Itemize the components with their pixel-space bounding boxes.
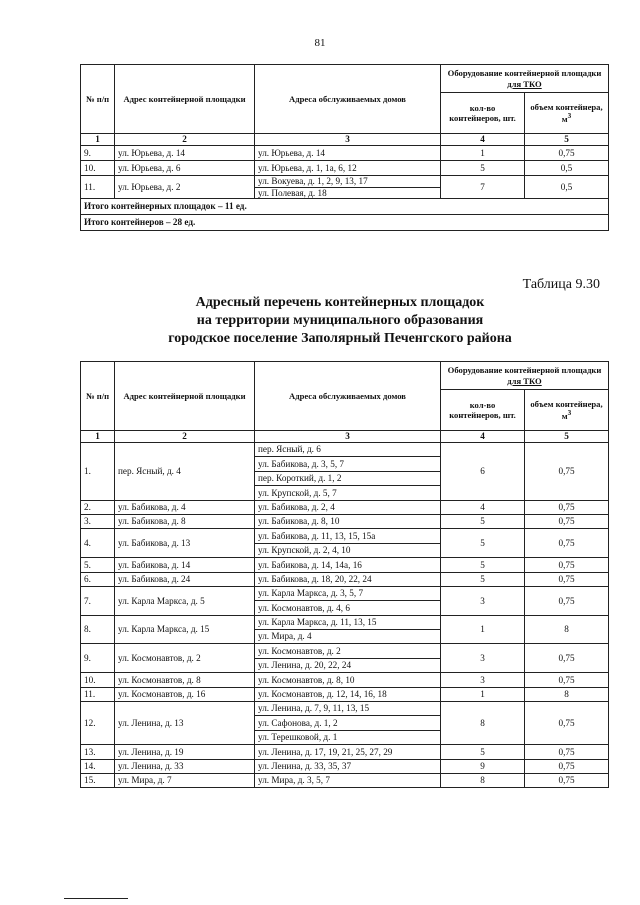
table-row <box>81 176 609 188</box>
container-count: 4 <box>441 500 525 514</box>
table-row <box>81 146 609 161</box>
container-volume: 8 <box>525 615 609 644</box>
served-address: ул. Бабикова, д. 14, 14а, 16 <box>255 558 441 572</box>
header-site-address: Адрес контейнерной площадки <box>115 362 255 431</box>
container-count: 1 <box>441 687 525 701</box>
container-count: 3 <box>441 586 525 615</box>
row-number: 5. <box>81 558 115 572</box>
site-address: ул. Юрьева, д. 2 <box>115 176 255 199</box>
title-line: на территории муниципального образования <box>196 313 484 328</box>
served-address: ул. Ленина, д. 17, 19, 21, 25, 27, 29 <box>255 745 441 759</box>
title-line: Адресный перечень контейнерных площадок <box>195 295 485 310</box>
site-address: ул. Бабикова, д. 4 <box>115 500 255 514</box>
container-volume: 8 <box>525 687 609 701</box>
row-number: 9. <box>81 146 115 161</box>
served-address: ул. Терешковой, д. 1 <box>255 730 441 744</box>
header-equipment <box>441 65 609 93</box>
table-row <box>81 687 609 701</box>
table-row <box>81 673 609 687</box>
footnote-divider <box>64 898 128 899</box>
table-row <box>81 745 609 759</box>
container-count: 6 <box>441 443 525 501</box>
column-index-row <box>81 134 609 146</box>
column-index: 5 <box>525 134 609 146</box>
served-address: ул. Крупской, д. 5, 7 <box>255 486 441 500</box>
header-volume-label: объем контейнера, м <box>530 398 603 421</box>
header-equipment-label: Оборудование контейнерной площадки <box>447 68 602 79</box>
table-row <box>81 702 609 716</box>
table-row <box>81 558 609 572</box>
container-volume: 0,75 <box>525 514 609 528</box>
title-line: городское поселение Заполярный Печенгского района <box>168 331 512 346</box>
column-index: 1 <box>81 134 115 146</box>
container-volume: 0,75 <box>525 745 609 759</box>
container-count: 8 <box>441 702 525 745</box>
total-sites: Итого контейнерных площадок – 11 ед. <box>81 199 609 215</box>
table-row <box>81 615 609 629</box>
page-number: 81 <box>314 37 326 49</box>
container-volume: 0,75 <box>525 572 609 586</box>
header-volume-sup: 3 <box>567 409 572 418</box>
row-number: 11. <box>81 176 115 199</box>
table-header <box>81 65 609 146</box>
container-count: 8 <box>441 773 525 787</box>
header-count: кол-во контейнеров, шт. <box>441 390 525 431</box>
table-label: Таблица 9.30 <box>522 277 600 292</box>
header-volume-sup: 3 <box>567 112 572 121</box>
row-number: 3. <box>81 514 115 528</box>
table-row <box>81 773 609 787</box>
row-number: 8. <box>81 615 115 644</box>
column-index: 3 <box>255 431 441 443</box>
site-address: ул. Бабикова, д. 8 <box>115 514 255 528</box>
served-address: ул. Вокуева, д. 1, 2, 9, 13, 17 <box>255 176 441 188</box>
table-row <box>81 572 609 586</box>
served-address: ул. Бабикова, д. 11, 13, 15, 15а <box>255 529 441 543</box>
served-address: ул. Мира, д. 3, 5, 7 <box>255 773 441 787</box>
container-volume: 0,75 <box>525 773 609 787</box>
header-equipment-label: Оборудование контейнерной площадки <box>447 365 602 376</box>
total-containers-row <box>81 215 609 231</box>
table-body <box>81 443 609 788</box>
container-volume: 0,75 <box>525 586 609 615</box>
header-served-addresses: Адреса обслуживаемых домов <box>255 65 441 134</box>
column-index: 2 <box>115 431 255 443</box>
site-address: ул. Космонавтов, д. 16 <box>115 687 255 701</box>
column-index: 4 <box>441 431 525 443</box>
table-row <box>81 443 609 457</box>
total-sites-row <box>81 199 609 215</box>
site-address: ул. Бабикова, д. 24 <box>115 572 255 586</box>
container-volume: 0,75 <box>525 558 609 572</box>
table-row <box>81 586 609 600</box>
container-sites-table-continued <box>80 64 609 231</box>
container-count: 5 <box>441 558 525 572</box>
column-index: 5 <box>525 431 609 443</box>
column-index: 4 <box>441 134 525 146</box>
served-address: ул. Космонавтов, д. 2 <box>255 644 441 658</box>
site-address: ул. Мира, д. 7 <box>115 773 255 787</box>
header-no: № п/п <box>81 65 115 134</box>
container-volume: 0,75 <box>525 702 609 745</box>
header-no: № п/п <box>81 362 115 431</box>
header-served-addresses: Адреса обслуживаемых домов <box>255 362 441 431</box>
table-row <box>81 529 609 543</box>
row-number: 4. <box>81 529 115 558</box>
served-address: ул. Юрьева, д. 14 <box>255 146 441 161</box>
container-count: 5 <box>441 572 525 586</box>
container-count: 3 <box>441 673 525 687</box>
header-count: кол-во контейнеров, шт. <box>441 93 525 134</box>
container-volume: 0,75 <box>525 443 609 501</box>
table-row <box>81 500 609 514</box>
container-volume: 0,75 <box>525 673 609 687</box>
container-count: 3 <box>441 644 525 673</box>
table-header <box>81 362 609 443</box>
container-volume: 0,75 <box>525 146 609 161</box>
site-address: ул. Бабикова, д. 14 <box>115 558 255 572</box>
site-address: ул. Ленина, д. 19 <box>115 745 255 759</box>
row-number: 12. <box>81 702 115 745</box>
header-volume <box>525 93 609 134</box>
container-count: 1 <box>441 146 525 161</box>
site-address: ул. Космонавтов, д. 8 <box>115 673 255 687</box>
served-address: ул. Космонавтов, д. 4, 6 <box>255 601 441 615</box>
site-address: ул. Бабикова, д. 13 <box>115 529 255 558</box>
table-row <box>81 161 609 176</box>
container-volume: 0,75 <box>525 759 609 773</box>
column-index: 1 <box>81 431 115 443</box>
site-address: ул. Космонавтов, д. 2 <box>115 644 255 673</box>
container-count: 5 <box>441 529 525 558</box>
served-address: ул. Сафонова, д. 1, 2 <box>255 716 441 730</box>
row-number: 13. <box>81 745 115 759</box>
served-address: ул. Карла Маркса, д. 3, 5, 7 <box>255 586 441 600</box>
column-index: 3 <box>255 134 441 146</box>
table-row <box>81 644 609 658</box>
site-address: ул. Ленина, д. 33 <box>115 759 255 773</box>
site-address: ул. Юрьева, д. 6 <box>115 161 255 176</box>
container-volume: 0,75 <box>525 500 609 514</box>
served-address: ул. Бабикова, д. 8, 10 <box>255 514 441 528</box>
row-number: 2. <box>81 500 115 514</box>
header-volume-label: объем контейнера, м <box>530 101 603 124</box>
column-index-row <box>81 431 609 443</box>
header-site-address: Адрес контейнерной площадки <box>115 65 255 134</box>
header-volume <box>525 390 609 431</box>
row-number: 1. <box>81 443 115 501</box>
served-address: ул. Юрьева, д. 1, 1а, 6, 12 <box>255 161 441 176</box>
row-number: 6. <box>81 572 115 586</box>
container-volume: 0,5 <box>525 161 609 176</box>
table-title <box>0 294 640 348</box>
container-count: 7 <box>441 176 525 199</box>
table-row <box>81 514 609 528</box>
table-row <box>81 759 609 773</box>
served-address: ул. Бабикова, д. 18, 20, 22, 24 <box>255 572 441 586</box>
site-address: ул. Юрьева, д. 14 <box>115 146 255 161</box>
served-address: ул. Карла Маркса, д. 11, 13, 15 <box>255 615 441 629</box>
row-number: 10. <box>81 161 115 176</box>
row-number: 14. <box>81 759 115 773</box>
served-address: ул. Космонавтов, д. 12, 14, 16, 18 <box>255 687 441 701</box>
header-equipment-tko: для ТКО <box>507 375 542 386</box>
served-address: пер. Ясный, д. 6 <box>255 443 441 457</box>
served-address: ул. Мира, д. 4 <box>255 630 441 644</box>
header-equipment-tko: для ТКО <box>507 78 542 89</box>
site-address: пер. Ясный, д. 4 <box>115 443 255 501</box>
served-address: ул. Космонавтов, д. 8, 10 <box>255 673 441 687</box>
row-number: 10. <box>81 673 115 687</box>
container-volume: 0,75 <box>525 644 609 673</box>
container-count: 5 <box>441 745 525 759</box>
row-number: 15. <box>81 773 115 787</box>
served-address: ул. Ленина, д. 20, 22, 24 <box>255 658 441 672</box>
header-equipment <box>441 362 609 390</box>
container-count: 5 <box>441 161 525 176</box>
served-address: ул. Полевая, д. 18 <box>255 187 441 199</box>
site-address: ул. Ленина, д. 13 <box>115 702 255 745</box>
container-sites-table <box>80 361 609 788</box>
container-volume: 0,5 <box>525 176 609 199</box>
served-address: пер. Короткий, д. 1, 2 <box>255 471 441 485</box>
served-address: ул. Ленина, д. 7, 9, 11, 13, 15 <box>255 702 441 716</box>
row-number: 7. <box>81 586 115 615</box>
container-volume: 0,75 <box>525 529 609 558</box>
container-count: 5 <box>441 514 525 528</box>
total-containers: Итого контейнеров – 28 ед. <box>81 215 609 231</box>
column-index: 2 <box>115 134 255 146</box>
served-address: ул. Бабикова, д. 2, 4 <box>255 500 441 514</box>
served-address: ул. Бабикова, д. 3, 5, 7 <box>255 457 441 471</box>
served-address: ул. Ленина, д. 33, 35, 37 <box>255 759 441 773</box>
site-address: ул. Карла Маркса, д. 15 <box>115 615 255 644</box>
site-address: ул. Карла Маркса, д. 5 <box>115 586 255 615</box>
container-count: 1 <box>441 615 525 644</box>
container-count: 9 <box>441 759 525 773</box>
row-number: 11. <box>81 687 115 701</box>
served-address: ул. Крупской, д. 2, 4, 10 <box>255 543 441 557</box>
table-body <box>81 146 609 199</box>
row-number: 9. <box>81 644 115 673</box>
